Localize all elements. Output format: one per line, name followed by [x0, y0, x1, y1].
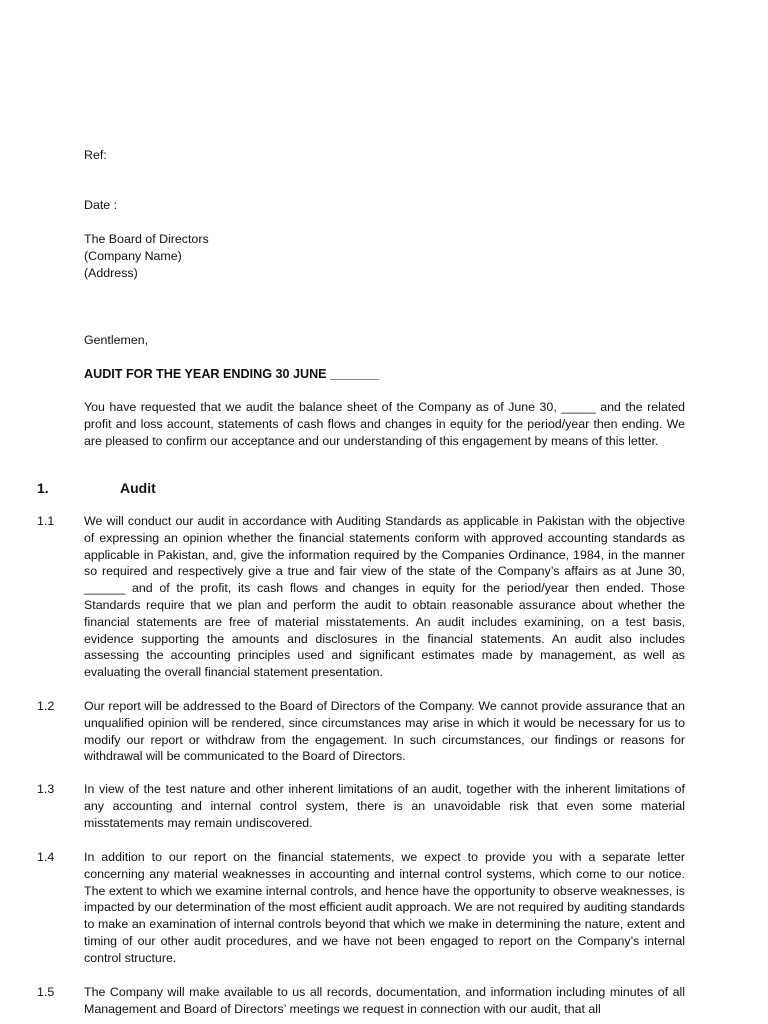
item-text-1-1: We will conduct our audit in accordance with Auditing Standards as applicable in Pakistan with the objective of expressing an opinion whether the financial statements conform with approved accounting standards as applicable in Pakistan, and, give the information required by the Companies Ordinance, 1984, in the manner so required and respectively give a true and fair view of the state of the Company’s affairs as at June 30, ______ and of the profit, its cash flows and changes in equity for the period/year then ended. Those Standards require that we plan and perform the audit to obtain reasonable assurance about whether the financial statements are free of material misstatements. An audit includes examining, on a test basis, evidence supporting the amounts and disclosures in the financial statements. An audit also includes assessing the accounting principles used and significant estimates made by management, as well as evaluating the overall financial statement presentation.	[84, 514, 685, 680]
item-text-1-5: The Company will make available to us all records, documentation, and information including minutes of all Management and Board of Directors’ meetings we request in connection with our audit, that all	[84, 985, 685, 1016]
item-text-1-4: In addition to our report on the financial statements, we expect to provide you with a separate letter concerning any material weaknesses in accounting and internal control systems, which come to our notice. The extent to which we examine internal controls, and hence have the opportunity to observe weaknesses, is impacted by our determination of the most efficient audit approach. We are not required by auditing standards to make an examination of internal controls beyond that which we make in determining the nature, extent and timing of our other audit procedures, and we have not been engaged to report on the Company’s internal control structure.	[84, 850, 685, 965]
addressee-line-address: (Address)	[84, 266, 138, 280]
item-number-1-1: 1.1	[37, 514, 55, 528]
ref-line: Ref:	[84, 148, 107, 162]
addressee-line-board: The Board of Directors	[84, 232, 209, 246]
section-number: 1.	[37, 480, 49, 496]
item-number-1-2: 1.2	[37, 699, 55, 713]
salutation: Gentlemen,	[84, 333, 149, 347]
section-title: Audit	[120, 480, 156, 496]
item-text-1-3: In view of the test nature and other inherent limitations of an audit, together with the inherent limitations of any accounting and internal control system, there is an unavoidable risk that even some material misstatements may remain undiscovered.	[84, 782, 685, 830]
intro-paragraph: You have requested that we audit the balance sheet of the Company as of June 30, _____ and the related profit and loss account, statements of cash flows and changes in equity for the period/year then ending. We are pleased to confirm our acceptance and our understanding of this engagement by means of this letter.	[84, 400, 685, 448]
item-number-1-5: 1.5	[37, 985, 55, 999]
addressee-line-company: (Company Name)	[84, 249, 182, 263]
item-number-1-3: 1.3	[37, 782, 55, 796]
date-line: Date :	[84, 198, 118, 212]
subject-heading: AUDIT FOR THE YEAR ENDING 30 JUNE _______	[84, 367, 380, 381]
item-text-1-2: Our report will be addressed to the Board of Directors of the Company. We cannot provide assurance that an unqualified opinion will be rendered, since circumstances may arise in which it would be necessary for us to modify our report or withdraw from the engagement. In such circumstances, our findings or reasons for withdrawal will be communicated to the Board of Directors.	[84, 699, 685, 764]
item-number-1-4: 1.4	[37, 850, 55, 864]
